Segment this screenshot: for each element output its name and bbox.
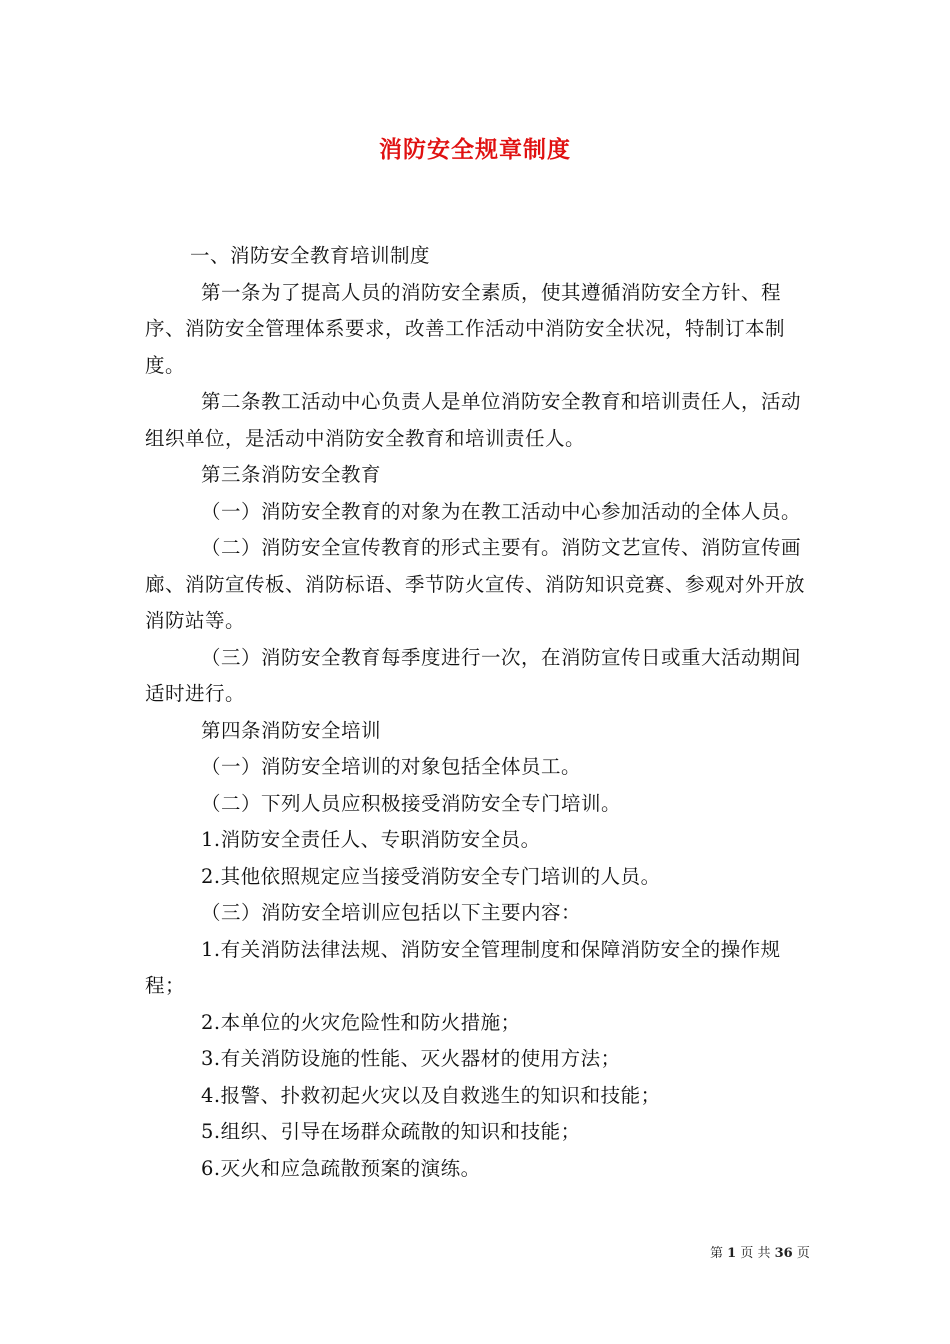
document-title: 消防安全规章制度 xyxy=(379,136,571,163)
paragraph: （一）消防安全教育的对象为在教工活动中心参加活动的全体人员。 xyxy=(201,499,802,523)
footer-page-number: 1 xyxy=(727,1246,737,1261)
section-heading: 一、消防安全教育培训制度 xyxy=(190,244,431,267)
list-item: 2.其他依照规定应当接受消防安全专门培训的人员。 xyxy=(201,864,661,888)
list-item: 3.有关消防设施的性能、灭火器材的使用方法； xyxy=(201,1047,621,1070)
document-body xyxy=(145,238,815,1187)
list-item: 2.本单位的火灾危险性和防火措施； xyxy=(201,1010,521,1034)
footer-suffix: 页 xyxy=(796,1246,810,1261)
paragraph: （二）消防安全宣传教育的形式主要有。消防文艺宣传、消防宣传画廊、消防宣传板、消防标语、季节防火宣传、消防知识竞赛、参观对外开放消防站等。 xyxy=(145,536,806,632)
list-item: 1.消防安全责任人、专职消防安全员。 xyxy=(201,828,541,851)
footer-prefix: 第 xyxy=(710,1246,724,1261)
article-heading: 第三条消防安全教育 xyxy=(201,463,382,486)
article-heading: 第四条消防安全培训 xyxy=(201,718,382,742)
paragraph: 第二条教工活动中心负责人是单位消防安全教育和培训责任人，活动组织单位，是活动中消防安全教育和培训责任人。 xyxy=(145,390,802,450)
list-item: 5.组织、引导在场群众疏散的知识和技能； xyxy=(201,1120,581,1143)
footer-middle: 页 共 xyxy=(740,1246,771,1261)
paragraph: （一）消防安全培训的对象包括全体员工。 xyxy=(201,755,582,778)
paragraph: （二）下列人员应积极接受消防安全专门培训。 xyxy=(201,791,622,815)
paragraph: （三）消防安全教育每季度进行一次，在消防宣传日或重大活动期间适时进行。 xyxy=(145,645,802,705)
paragraph: 第一条为了提高人员的消防安全素质，使其遵循消防安全方针、程序、消防安全管理体系要求，改善工作活动中消防安全状况，特制订本制度。 xyxy=(145,280,786,377)
page-footer xyxy=(710,1245,810,1263)
footer-page-total: 36 xyxy=(774,1246,793,1261)
list-item: 1.有关消防法律法规、消防安全管理制度和保障消防安全的操作规程； xyxy=(145,937,781,997)
paragraph: （三）消防安全培训应包括以下主要内容： xyxy=(201,901,582,924)
list-item: 6.灭火和应急疏散预案的演练。 xyxy=(201,1156,481,1180)
list-item: 4.报警、扑救初起火灾以及自救逃生的知识和技能； xyxy=(201,1083,661,1107)
